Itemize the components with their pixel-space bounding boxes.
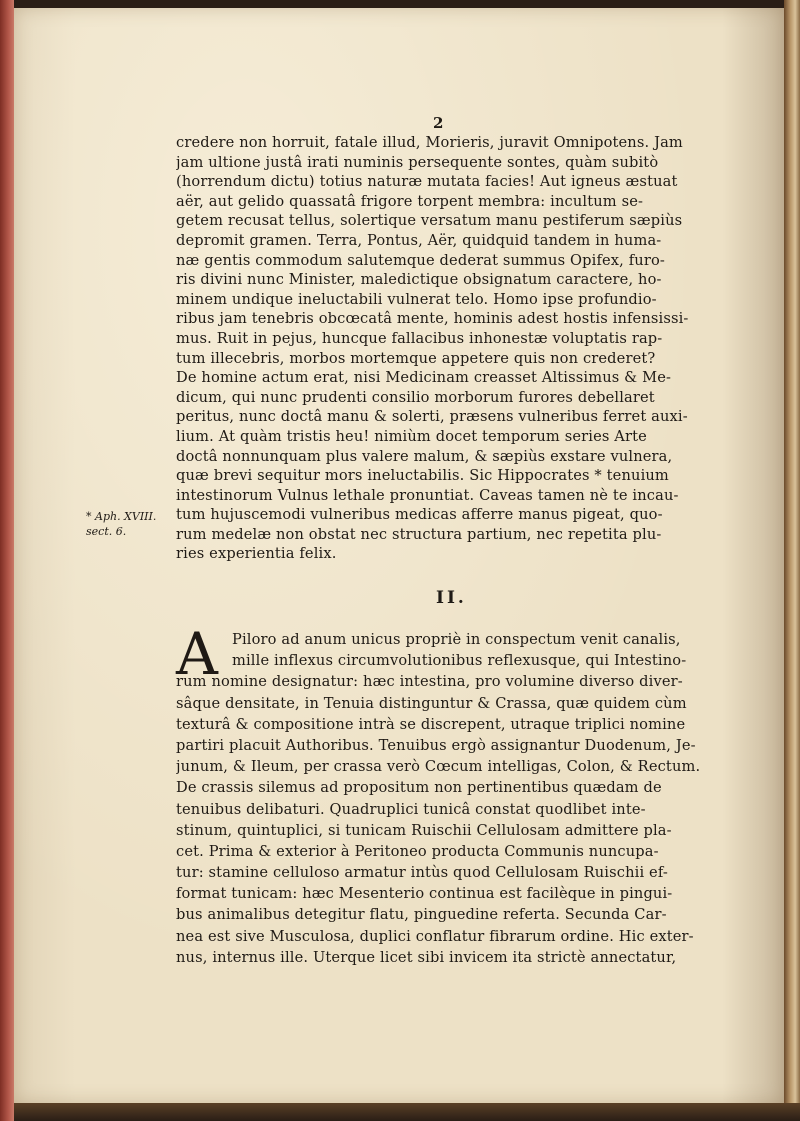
text-line: peritus, nunc doctâ manu & solerti, præsens vulneribus ferret auxi- [176, 408, 688, 426]
text-line: De homine actum erat, nisi Medicinam creasset Altissimus & Me- [176, 369, 672, 387]
text-line: tum illecebris, morbos mortemque appetere quis non crederet? [176, 349, 656, 367]
text-line: sâque densitate, in Tenuia distinguntur & Crassa, quæ quidem cùm [176, 694, 687, 712]
text-line: bus animalibus detegitur flatu, pinguedine referta. Secunda Car- [176, 906, 667, 924]
text-line: doctâ nonnunquam plus valere malum, & sæpiùs exstare vulnera, [176, 447, 673, 465]
margin-note-line: sect. 6. [86, 525, 127, 538]
text-line: ris divini nunc Minister, maledictique obsignatum caractere, ho- [176, 271, 662, 289]
text-line: (horrendum dictu) totius naturæ mutata facies! Aut igneus æstuat [176, 173, 678, 191]
text-line: rum nomine designatur: hæc intestina, pro volumine diverso diver- [176, 673, 683, 691]
paragraph-two [176, 620, 721, 968]
page-number: 2 [433, 114, 444, 132]
text-line: næ gentis commodum salutemque dederat summus Opifex, furo- [176, 251, 665, 269]
text-line: lium. At quàm tristis heu! nimiùm docet temporum series Arte [176, 427, 647, 445]
text-line: jam ultione justâ irati numinis persequente sontes, quàm subitò [176, 153, 659, 171]
text-line: aër, aut gelido quassatâ frigore torpent membra: incultum se- [176, 192, 644, 210]
text-line: mille inflexus circumvolutionibus reflexusque, qui Intestino- [232, 652, 687, 670]
text-line: intestinorum Vulnus lethale pronuntiat. Caveas tamen nè te incau- [176, 486, 679, 504]
text-line: nea est sive Musculosa, duplici conflatur fibrarum ordine. Hic exter- [176, 927, 694, 945]
text-line: junum, & Ileum, per crassa verò Cœcum intelligas, Colon, & Rectum. [176, 758, 701, 776]
text-line: nus, internus ille. Uterque licet sibi invicem ita strictè annectatur, [176, 948, 677, 966]
paragraph-one [176, 133, 721, 564]
text-line: De crassis silemus ad propositum non pertinentibus quædam de [176, 779, 662, 797]
text-line: texturâ & compositione intrà se discrepent, utraque triplici nomine [176, 715, 686, 733]
text-line: ries experientia felix. [176, 545, 337, 563]
text-line: format tunicam: hæc Mesenterio continua est facilèque in pingui- [176, 885, 673, 903]
text-line: mus. Ruit in pejus, huncque fallacibus inhonestæ voluptatis rap- [176, 329, 663, 347]
page-bottom-shadow [14, 1103, 800, 1121]
margin-note-line: * Aph. XVIII. [86, 510, 157, 523]
drop-cap: A [176, 620, 218, 688]
text-line: depromit gramen. Terra, Pontus, Aër, quidquid tandem in huma- [176, 231, 662, 249]
text-line: rum medelæ non obstat nec structura partium, nec repetita plu- [176, 525, 662, 543]
text-line: dicum, qui nunc prudenti consilio morborum furores debellaret [176, 388, 655, 406]
text-line: tur: stamine celluloso armatur intùs quod Cellulosam Ruischii ef- [176, 864, 668, 882]
text-line: tenuibus delibaturi. Quadruplici tunicâ constat quodlibet inte- [176, 800, 646, 818]
text-line: minem undique ineluctabili vulnerat telo. Homo ipse profundio- [176, 290, 657, 308]
text-line: cet. Prima & exterior à Peritoneo producta Communis nuncupa- [176, 842, 659, 860]
text-line: tum hujuscemodi vulneribus medicas afferre manus pigeat, quo- [176, 506, 663, 524]
section-heading: II. [436, 588, 467, 608]
text-line: stinum, quintuplici, si tunicam Ruischii Cellulosam admittere pla- [176, 821, 672, 839]
text-line: Piloro ad anum unicus propriè in conspectum venit canalis, [232, 631, 681, 648]
text-line: quæ brevi sequitur mors ineluctabilis. Sic Hippocrates * tenuium [176, 467, 669, 485]
text-line: partiri placuit Authoribus. Tenuibus ergò assignantur Duodenum, Je- [176, 736, 696, 754]
text-line: credere non horruit, fatale illud, Morieris, juravit Omnipotens. Jam [176, 134, 683, 151]
book-cover-edge [0, 0, 14, 1121]
page-stack-edge [784, 0, 800, 1121]
margin-note [86, 509, 156, 539]
text-line: getem recusat tellus, solertique versatum manu pestiferum sæpiùs [176, 212, 683, 230]
text-line: ribus jam tenebris obcœcatâ mente, hominis adest hostis infensissi- [176, 310, 689, 328]
